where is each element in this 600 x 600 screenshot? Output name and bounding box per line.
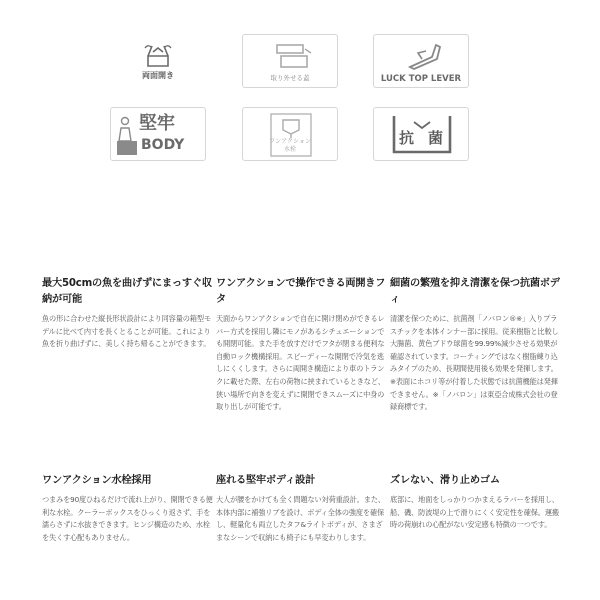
tile-label-drain-line2: 水栓 xyxy=(283,146,296,153)
icon-tile-removable-lid xyxy=(242,34,338,88)
feature-body: 清潔を保つために、抗菌剤「ノバロン®※」入りプラスチックを本体インナー部に採用。従来樹脂と比較し大腸菌、黄色ブドウ球菌を99.99%減少させる効果が確認されています。コーティングではなく樹脂練り込みタイプのため、長期間使用後も効果を発揮します。※表面にホコリ等が付着した状態では抗菌機能は発揮できません。※「ノバロン」は東亞合成株式会社の登録商標です。 xyxy=(390,314,559,412)
feature-one-action-drain xyxy=(42,473,214,544)
icon-tile-double-open xyxy=(110,34,206,88)
tile-label-drain-line1: ワンアクション xyxy=(269,138,311,145)
feature-sturdy-body xyxy=(216,473,388,544)
tile-label-antibacterial: 抗菌 xyxy=(398,129,457,147)
feature-title: 細菌の繁殖を抑え清潔を保つ抗菌ボディ xyxy=(390,278,560,305)
tile-label-sturdy-main: 堅牢 xyxy=(139,113,175,134)
feature-title: ワンアクション水栓採用 xyxy=(42,475,152,486)
icon-tile-one-action-drain xyxy=(242,107,338,161)
tile-label-removable-lid: 取り外せる蓋 xyxy=(270,74,310,82)
tile-label-lock-top-lever: LUCK TOP LEVER xyxy=(380,74,462,84)
feature-title: ワンアクションで操作できる両開きフタ xyxy=(216,278,386,305)
feature-body: つまみを90度ひねるだけで流れ上がり、開閉できる便利な水栓。クーラーボックスをひっくり返さず、手を濡らさずに水抜きできます。ヒンジ構造のため、水栓を失くす心配もありません。 xyxy=(42,495,213,542)
icon-tile-sturdy-body xyxy=(110,107,206,161)
feature-title: 最大50cmの魚を曲げずにまっすぐ収納が可能 xyxy=(42,278,212,305)
one-action-drain-icon xyxy=(243,108,338,161)
feature-title: ズレない、滑り止めゴム xyxy=(390,475,500,486)
icon-tile-antibacterial xyxy=(373,107,469,161)
feature-antibacterial-body xyxy=(390,276,562,414)
feature-body: 魚の形に合わせた縦長形状設計により同容量の箱型モデルに比べて内寸を長くとることが可能。これにより魚を折り曲げずに、美しく持ち帰ることができます。 xyxy=(42,314,211,349)
tile-label-double-open: 両面開き xyxy=(142,71,174,80)
feature-body: 天面からワンアクションで自在に開け閉めができるレバー方式を採用し隣にモノがあるシチュエーションでも開閉可能。また手を放すだけでフタが閉まる便利な自動ロック機構採用。スピーディーな開閉で冷気を逃しにくくします。さらに両開き構造により車のトランクに載せた際、左右の荷物に挟まれているときなど、狭い場所で向きを変えずに開閉できスムーズに中身の取り出しが可能です。 xyxy=(216,314,385,412)
feature-anti-slip-rubber xyxy=(390,473,562,532)
icon-tile-lock-top-lever xyxy=(373,34,469,88)
feature-title: 座れる堅牢ボディ設計 xyxy=(216,475,316,486)
feature-body: 底部に、地面をしっかりつかまえるラバーを採用し、船、磯、防波堤の上で滑りにくく安定性を確保。運搬時の荷崩れの心配がない安定感も特徴の一つです。 xyxy=(390,495,559,530)
feature-body: 大人が腰をかけても全く問題ない対荷重設計。また、本体内部に補強リブを設け、ボディ全体の強度を確保し、軽量化も両立したタフ&ライトボディが、さまざまなシーンで収納にも椅子にも早変わりします。 xyxy=(216,495,385,542)
tile-label-sturdy-sub: BODY xyxy=(141,137,185,153)
feature-fish-length xyxy=(42,276,214,351)
feature-double-open-lid xyxy=(216,276,388,414)
